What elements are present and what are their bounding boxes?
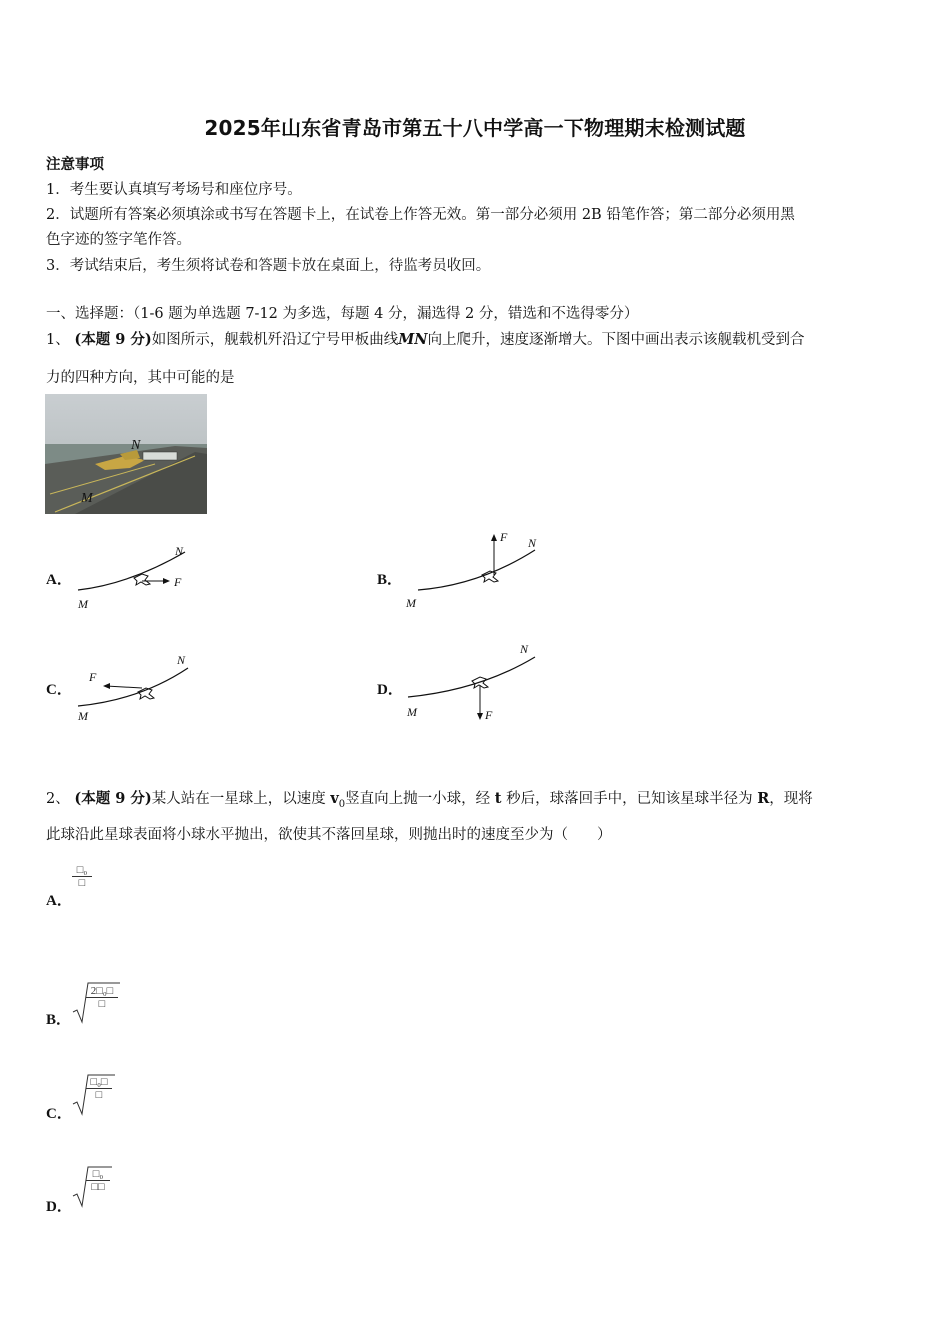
force-label: F (485, 708, 493, 722)
label-n: N (175, 544, 184, 558)
label-n: N (177, 653, 186, 667)
var-v-sub: 0 (338, 798, 346, 810)
fraction-denominator: □ (72, 876, 92, 889)
fraction-numerator: □₀ (76, 864, 88, 876)
photo-label-m: M (81, 491, 93, 506)
option-a-label[interactable]: A． (46, 572, 72, 588)
label-m: M (78, 709, 88, 723)
label-n: N (520, 642, 529, 656)
question-2-text-c: 秒后，球落回手中，已知该星球半径为 (501, 791, 758, 807)
var-r: R (757, 790, 770, 807)
carrier-deck-photo (45, 394, 207, 514)
question-number: 2、 (46, 791, 70, 807)
option-c-label[interactable]: C． (46, 682, 72, 698)
question-1-text-b: 向上爬升，速度逐渐增大。下图中画出表示该舰载机受到合 (427, 332, 805, 348)
force-label: F (500, 530, 508, 544)
question-number: 1、 (46, 332, 70, 348)
force-label: F (174, 575, 182, 589)
question-score-tag: (本题 9 分) (74, 790, 152, 807)
question-2-text-d: ，现将 (769, 791, 813, 807)
fraction-numerator: 2□₀□ (90, 985, 114, 997)
fraction-denominator: □ (86, 997, 118, 1010)
question-2-text (46, 787, 813, 810)
q2-option-b-label[interactable]: B． (46, 1012, 72, 1028)
option-b-label[interactable]: B． (377, 572, 403, 588)
q2-option-d-label[interactable]: D． (46, 1199, 72, 1215)
page-title: 2025年山东省青岛市第五十八中学高一下物理期末检测试题 (204, 116, 746, 140)
label-m: M (78, 597, 88, 611)
q2-option-c-formula (86, 1076, 112, 1101)
notice-item-2: 2．试题所有答案必须填涂或书写在答题卡上，在试卷上作答无效。第一部分必须用 2B 铅笔作答；第二部分必须用黑 (46, 207, 795, 223)
q2-option-b-formula (86, 985, 118, 1010)
fraction-numerator: □₀ (92, 1168, 104, 1180)
q2-option-c-label[interactable]: C． (46, 1106, 72, 1122)
fraction-denominator: □□ (86, 1180, 110, 1193)
var-t: t (494, 790, 502, 807)
section-heading: 一、选择题：（1-6 题为单选题 7-12 为多选，每题 4 分，漏选得 2 分，错选和不选得零分） (46, 306, 639, 322)
option-b-diagram (400, 525, 550, 615)
question-2-text-b: 竖直向上抛一小球，经 (345, 791, 495, 807)
notice-item-2-cont: 色字迹的签字笔作答。 (46, 232, 191, 248)
option-d-label[interactable]: D． (377, 682, 403, 698)
label-m: M (406, 596, 416, 610)
q2-option-a-formula (72, 864, 92, 889)
notice-item-1: 1．考生要认真填写考场号和座位序号。 (46, 182, 302, 198)
photo-label-n: N (131, 438, 141, 453)
option-d-diagram (400, 635, 550, 730)
question-2-text-a: 某人站在一星球上，以速度 (151, 791, 331, 807)
fraction-denominator: □ (86, 1088, 112, 1101)
question-score-tag: (本题 9 分) (74, 331, 152, 348)
q2-option-a-label[interactable]: A． (46, 893, 72, 909)
question-1-text (46, 328, 805, 349)
question-1-text-line2: 力的四种方向，其中可能的是 (46, 370, 235, 386)
fraction-numerator: □₀□ (90, 1076, 108, 1088)
force-label: F (89, 670, 97, 684)
question-2-text-line2: 此球沿此星球表面将小球水平抛出，欲使其不落回星球，则抛出时的速度至少为（ ） (46, 827, 612, 843)
option-c-diagram (70, 648, 200, 728)
var-v: v (330, 790, 339, 807)
notice-item-3: 3．考试结束后，考生须将试卷和答题卡放在桌面上，待监考员收回。 (46, 258, 491, 274)
label-m: M (407, 705, 417, 719)
notice-heading: 注意事项 (46, 156, 104, 173)
q2-option-d-formula (86, 1168, 110, 1193)
question-1-text-a: 如图所示，舰载机歼沿辽宁号甲板曲线 (151, 332, 399, 348)
option-a-diagram (70, 540, 200, 615)
curve-label-mn: MN (398, 331, 428, 348)
label-n: N (528, 536, 537, 550)
